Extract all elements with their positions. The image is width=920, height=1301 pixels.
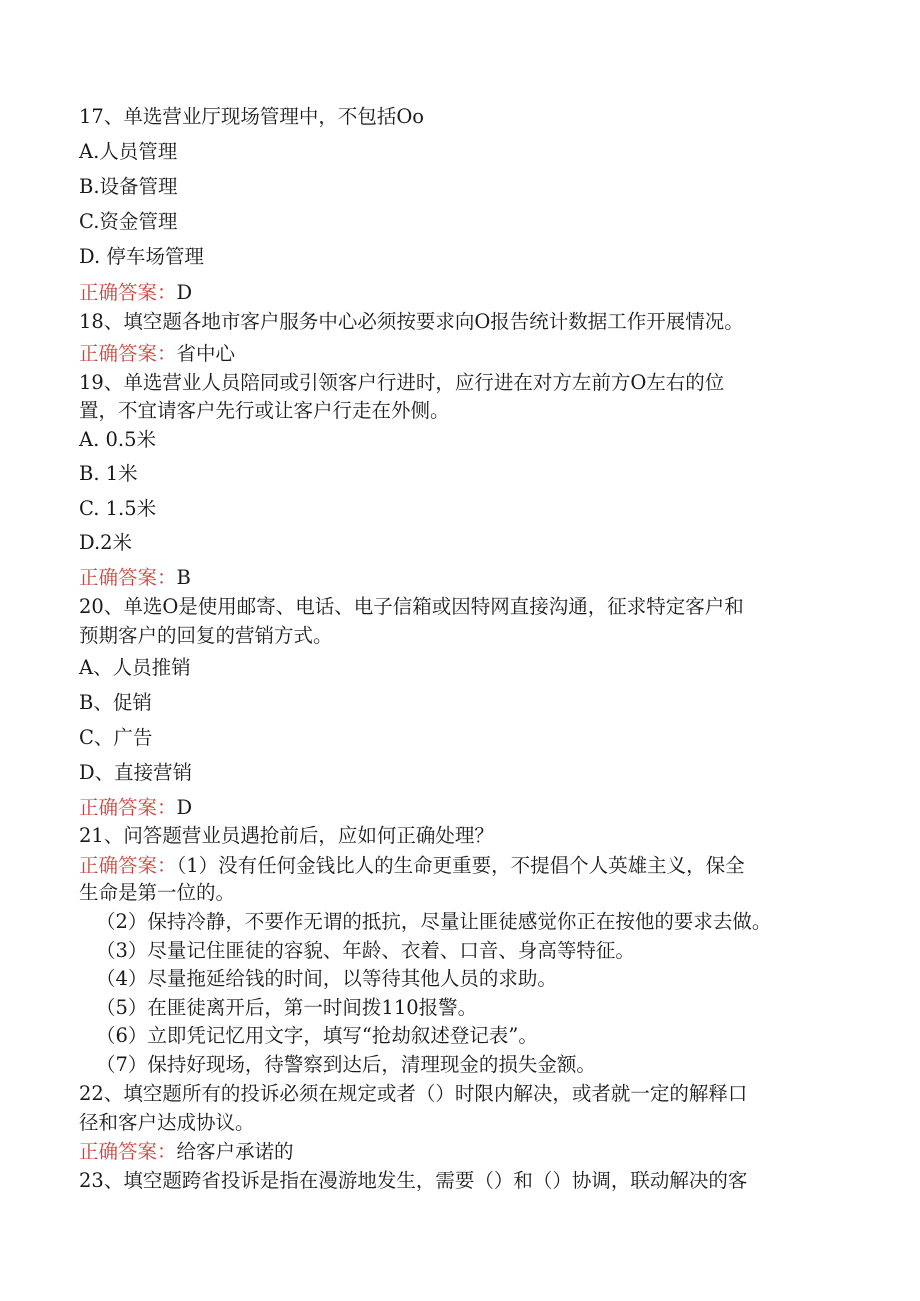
q21-answer-line1: （1）没有任何金钱比人的生命更重要，不提倡个人英雄主义，保全 — [176, 854, 745, 877]
q17-option-a: A.人员管理 — [79, 140, 178, 163]
q20-title-line1: 20、单选O是使用邮寄、电话、电子信箱或因特网直接沟通，征求特定客户和 — [79, 595, 744, 618]
q19-title-line1: 19、单选营业人员陪同或引领客户行进时，应行进在对方左前方O左右的位 — [79, 371, 725, 394]
q21-point-7: （7）保持好现场，待警察到达后，清理现金的损失金额。 — [96, 1053, 596, 1076]
q20-option-d: D、直接营销 — [79, 761, 193, 784]
answer-label: 正确答案： — [79, 281, 177, 304]
q21-point-6: （6）立即凭记忆用文字，填写“抢劫叙述登记表”。 — [96, 1024, 538, 1047]
q17-option-c: C.资金管理 — [79, 210, 178, 233]
q19-answer: B — [176, 566, 191, 589]
q21-point-3: （3）尽量记住匪徒的容貌、年龄、衣着、口音、身高等特征。 — [96, 939, 635, 962]
q20-option-a: A、人员推销 — [79, 656, 191, 679]
q19-option-d: D.2米 — [79, 531, 133, 554]
q17-title: 17、单选营业厅现场管理中，不包括Oo — [79, 105, 425, 128]
q22-answer: 给客户承诺的 — [176, 1140, 294, 1163]
q20-answer: D — [176, 796, 193, 819]
q22-answer-line — [79, 1139, 294, 1165]
q22-title-line1: 22、填空题所有的投诉必须在规定或者（）时限内解决，或者就一定的解释口 — [79, 1082, 748, 1105]
q22-title-line2: 径和客户达成协议。 — [79, 1111, 255, 1134]
q19-option-b: B. 1米 — [79, 462, 138, 485]
q20-title-line2: 预期客户的回复的营销方式。 — [79, 624, 333, 647]
q21-answer-line — [79, 853, 745, 879]
q23-title-line1: 23、填空题跨省投诉是指在漫游地发生，需要（）和（）协调，联动解决的客 — [79, 1169, 748, 1192]
q19-option-a: A. 0.5米 — [79, 428, 156, 451]
q17-answer-line — [79, 280, 192, 306]
q20-option-b: B、促销 — [79, 691, 152, 714]
q21-point-4: （4）尽量拖延给钱的时间，以等待其他人员的求助。 — [96, 967, 557, 990]
q19-answer-line — [79, 565, 191, 591]
q21-point-2: （2）保持冷静，不要作无谓的抵抗，尽量让匪徒感觉你正在按他的要求去做。 — [96, 910, 772, 933]
q21-title: 21、问答题营业员遇抢前后，应如何正确处理？ — [79, 824, 494, 847]
q18-title: 18、填空题各地市客户服务中心必须按要求向O报告统计数据工作开展情况。 — [79, 310, 744, 333]
answer-label: 正确答案： — [79, 796, 177, 819]
q19-title-line2: 置，不宜请客户先行或让客户行走在外侧。 — [79, 399, 450, 422]
q17-answer: D — [176, 281, 193, 304]
q21-answer-line2: 生命是第一位的。 — [79, 881, 236, 904]
q21-point-5: （5）在匪徒离开后，第一时间拨110报警。 — [96, 996, 478, 1019]
q19-option-c: C. 1.5米 — [79, 497, 157, 520]
q18-answer-line — [79, 341, 235, 367]
q20-answer-line — [79, 795, 192, 821]
answer-label: 正确答案： — [79, 342, 177, 365]
answer-label: 正确答案： — [79, 566, 177, 589]
answer-label: 正确答案： — [79, 1140, 177, 1163]
q18-answer: 省中心 — [176, 342, 236, 365]
q17-option-d: D. 停车场管理 — [79, 245, 204, 268]
q20-option-c: C、广告 — [79, 726, 153, 749]
q17-option-b: B.设备管理 — [79, 175, 178, 198]
answer-label: 正确答案： — [79, 854, 177, 877]
